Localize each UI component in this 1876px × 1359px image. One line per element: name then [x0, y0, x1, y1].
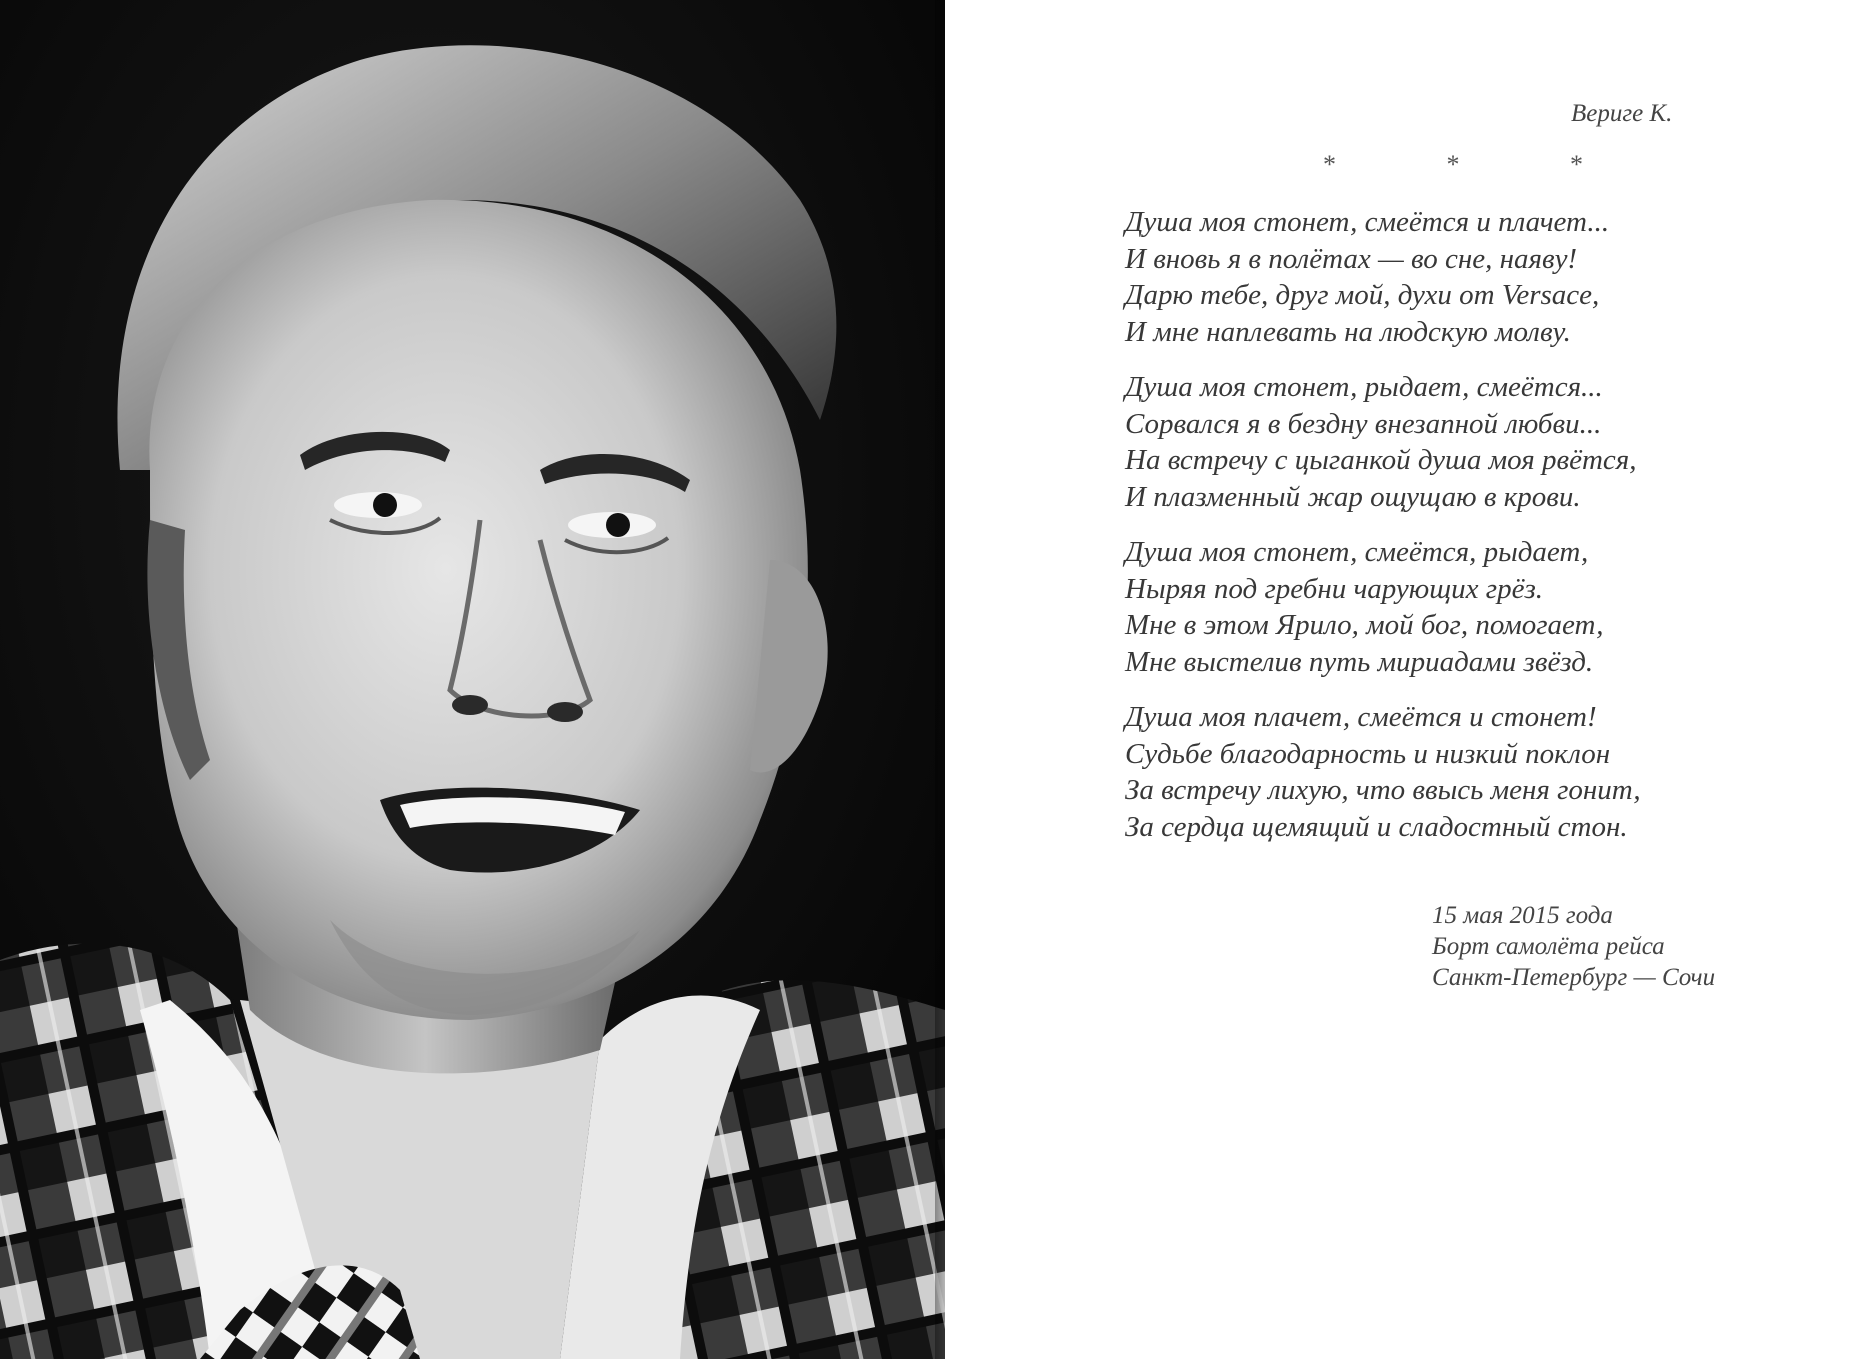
poem-page — [945, 0, 1876, 1359]
signature-place: Борт самолёта рейса — [1432, 933, 1665, 960]
poem-line: Сорвался я в бездну внезапной любви... — [1125, 407, 1602, 440]
poem-line: За встречу лихую, что ввысь меня гонит, — [1125, 774, 1641, 806]
signature-route: Санкт-Петербург — Сочи — [1432, 964, 1716, 991]
poem-line: За сердца щемящий и сладостный стон. — [1125, 810, 1628, 843]
stanza-separator: * * * — [1323, 150, 1635, 179]
poem-line: Душа моя стонет, смеётся, рыдает, — [1125, 536, 1589, 568]
poem-line: Душа моя плачет, смеётся и стонет! — [1125, 701, 1597, 733]
poem-line: Судьбе благодарность и низкий поклон — [1125, 737, 1611, 770]
stanza — [1125, 204, 1825, 350]
stanza — [1125, 534, 1825, 680]
poem-line: Дарю тебе, друг мой, духи от Versace, — [1125, 279, 1600, 311]
poem-line: Душа моя стонет, смеётся и плачет... — [1125, 206, 1610, 238]
poem-line: Душа моя стонет, рыдает, смеётся... — [1125, 371, 1603, 403]
dedication: Вериге К. — [1571, 100, 1673, 127]
stanza — [1125, 369, 1825, 515]
poem-line: Мне выстелив путь мириадами звёзд. — [1125, 645, 1594, 678]
stanza — [1125, 699, 1825, 845]
poem-line: И плазменный жар ощущаю в крови. — [1125, 480, 1581, 513]
signature-date: 15 мая 2015 года — [1432, 902, 1613, 929]
poem-line: На встречу с цыганкой душа моя рвётся, — [1125, 444, 1637, 476]
poem-line: И мне наплевать на людскую молву. — [1125, 315, 1571, 348]
poem-line: И вновь я в полётах — во сне, наяву! — [1125, 242, 1578, 275]
poem — [1125, 204, 1825, 864]
signature-block — [1432, 900, 1715, 993]
poem-line: Мне в этом Ярило, мой бог, помогает, — [1125, 609, 1604, 641]
poem-line: Ныряя под гребни чарующих грёз. — [1125, 572, 1544, 605]
